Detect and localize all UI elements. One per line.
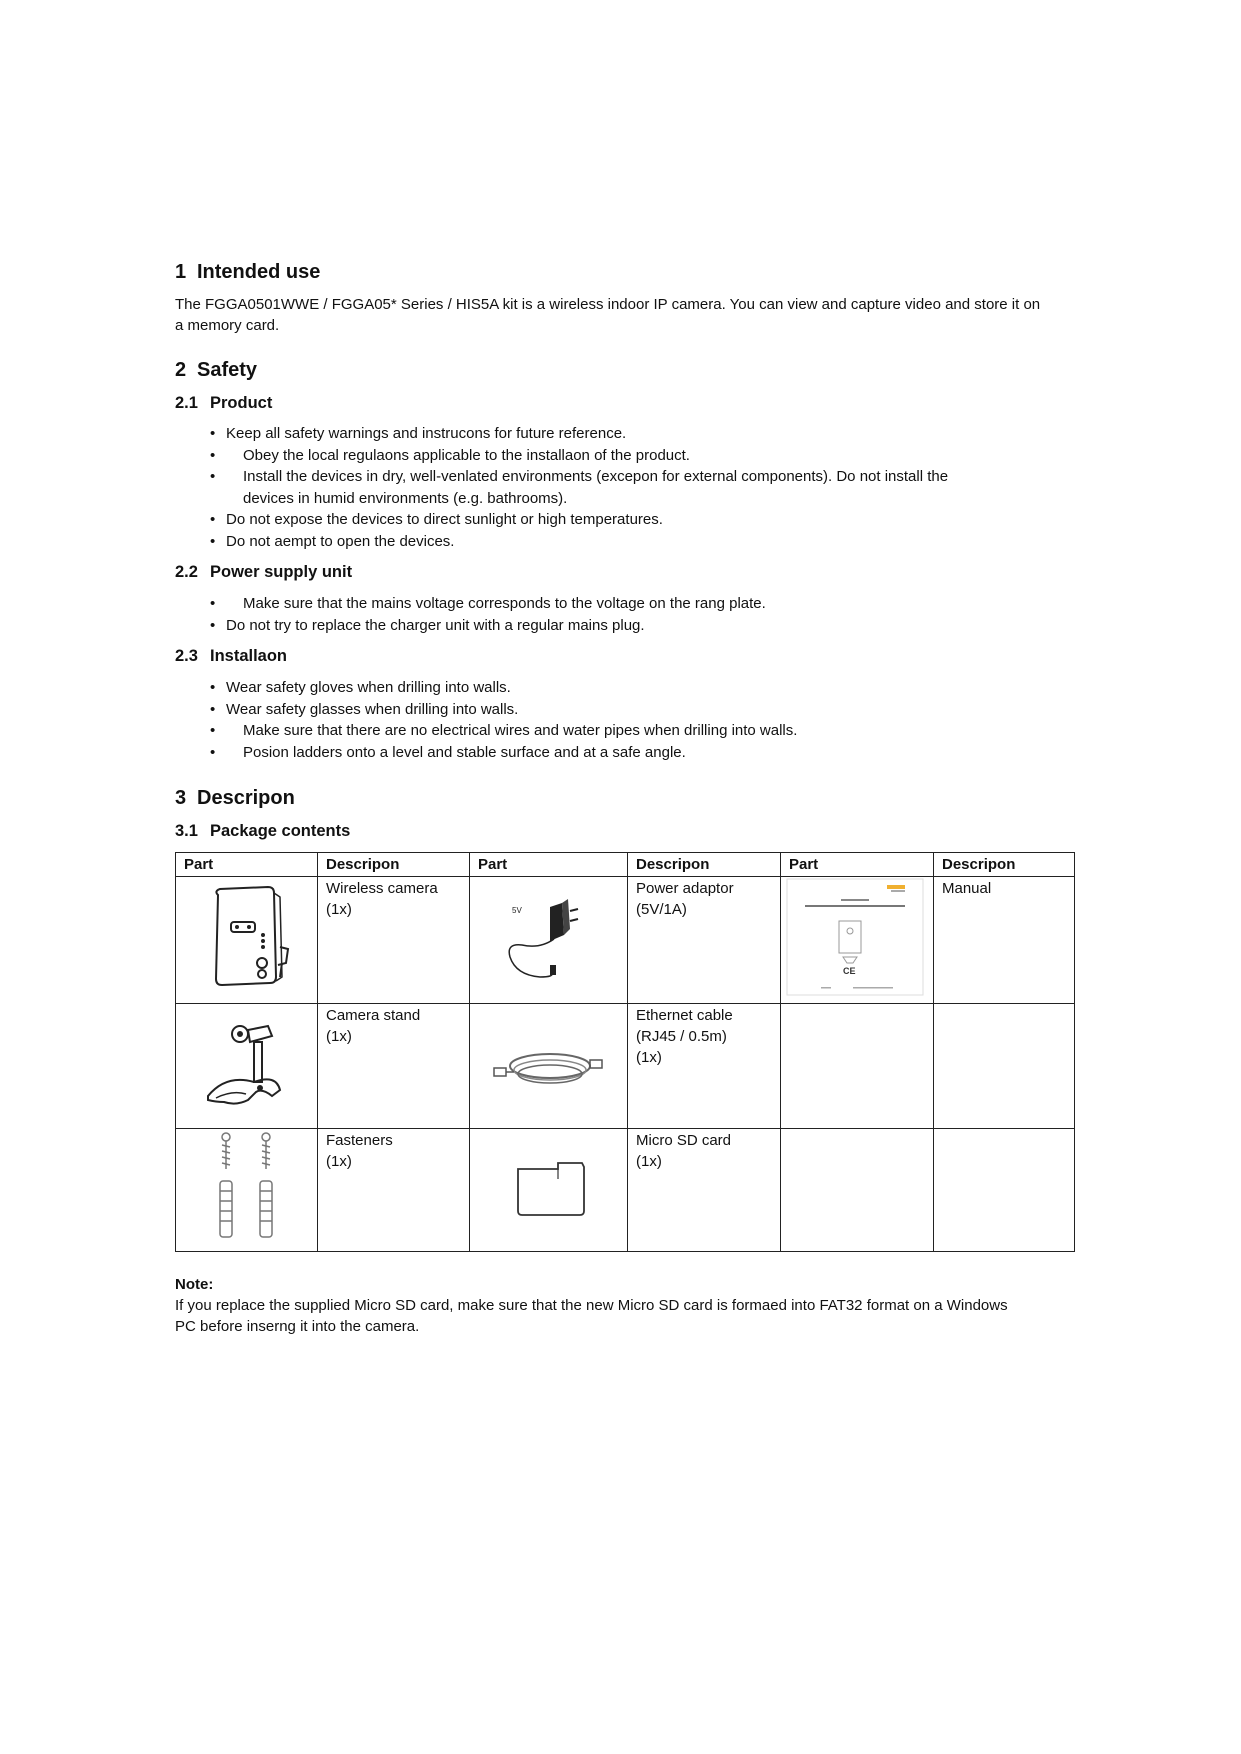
description-cell: Camera stand (1x) [318, 1004, 470, 1129]
description-cell: Fasteners (1x) [318, 1129, 470, 1252]
description-cell: Manual [934, 877, 1075, 1004]
list-item: • Install the devices in dry, well-venlated environments (excepon for external components). Do not install the devices in humid environments (e.g. bathrooms). [210, 468, 949, 507]
subsection-product-heading: 2.1 Product [175, 394, 273, 412]
list-item: • Do not try to replace the charger unit with a regular mains plug. [210, 616, 645, 634]
list-item: • Posion ladders onto a level and stable surface and at a safe angle. [210, 743, 686, 761]
ethernet-cable-icon [470, 1004, 626, 1122]
table-row [176, 877, 1075, 1004]
description-cell: Power adaptor (5V/1A) [628, 877, 781, 1004]
column-header: Part [176, 853, 318, 877]
fasteners-image [176, 1129, 318, 1252]
subsection-installation-heading: 2.3 Installaon [175, 647, 288, 665]
list-item: • Obey the local regulaons applicable to the installaon of the product. [210, 446, 690, 464]
list-item: • Do not aempt to open the devices. [210, 532, 455, 550]
camera-stand-image [176, 1004, 318, 1129]
description-cell: Wireless camera (1x) [318, 877, 470, 1004]
power-adaptor-image [470, 877, 628, 1004]
list-item: • Do not expose the devices to direct sunlight or high temperatures. [210, 511, 663, 528]
package-contents-table [175, 852, 1075, 1252]
camera-icon [176, 877, 316, 997]
note-title: Note: [175, 1276, 214, 1293]
section-description-heading: 3 Descripon [175, 787, 295, 809]
product-safety-list [175, 423, 1075, 552]
manual-image [781, 877, 934, 1004]
column-header: Descripon [628, 853, 781, 877]
empty-cell [934, 1129, 1075, 1252]
document-page [175, 258, 1075, 1337]
subsection-package-contents-heading: 3.1 Package contents [175, 822, 351, 840]
column-header: Descripon [934, 853, 1075, 877]
installation-safety-list [175, 677, 1075, 763]
table-row [176, 1004, 1075, 1129]
note-text: If you replace the supplied Micro SD card, make sure that the new Micro SD card is formaed into FAT32 format on a Windows PC before inserng it into the camera. [175, 1297, 1008, 1335]
table-row [176, 1129, 1075, 1252]
section-intended-use-heading: 1 Intended use [175, 261, 321, 283]
table-header-row [176, 853, 1075, 877]
column-header: Part [781, 853, 934, 877]
micro-sd-card-icon [470, 1129, 626, 1245]
ethernet-cable-image [470, 1004, 628, 1129]
manual-icon [781, 877, 932, 997]
ce-mark: CE [843, 966, 856, 976]
subsection-power-supply-heading: 2.2 Power supply unit [175, 563, 353, 581]
wireless-camera-image [176, 877, 318, 1004]
empty-cell [781, 1129, 934, 1252]
power-safety-list [175, 593, 1075, 636]
note-block [175, 1274, 1075, 1337]
column-header: Descripon [318, 853, 470, 877]
empty-cell [781, 1004, 934, 1129]
adaptor-voltage-label: 5V [512, 906, 522, 915]
camera-stand-icon [176, 1004, 316, 1122]
description-cell: Ethernet cable (RJ45 / 0.5m) (1x) [628, 1004, 781, 1129]
column-header: Part [470, 853, 628, 877]
description-cell: Micro SD card (1x) [628, 1129, 781, 1252]
section-safety-heading: 2 Safety [175, 359, 258, 381]
power-adaptor-icon [470, 877, 626, 997]
empty-cell [934, 1004, 1075, 1129]
list-item: • Make sure that the mains voltage corresponds to the voltage on the rang plate. [210, 595, 766, 612]
list-item: • Wear safety gloves when drilling into walls. [210, 679, 511, 696]
micro-sd-image [470, 1129, 628, 1252]
list-item: • Wear safety glasses when drilling into walls. [210, 700, 519, 718]
intended-use-text: The FGGA0501WWE / FGGA05* Series / HIS5A kit is a wireless indoor IP camera. You can view and capture video and store it on a memory card. [175, 296, 1041, 334]
list-item: • Make sure that there are no electrical wires and water pipes when drilling into walls. [210, 722, 798, 739]
list-item: • Keep all safety warnings and instrucons for future reference. [210, 425, 627, 442]
fasteners-icon [176, 1129, 316, 1245]
